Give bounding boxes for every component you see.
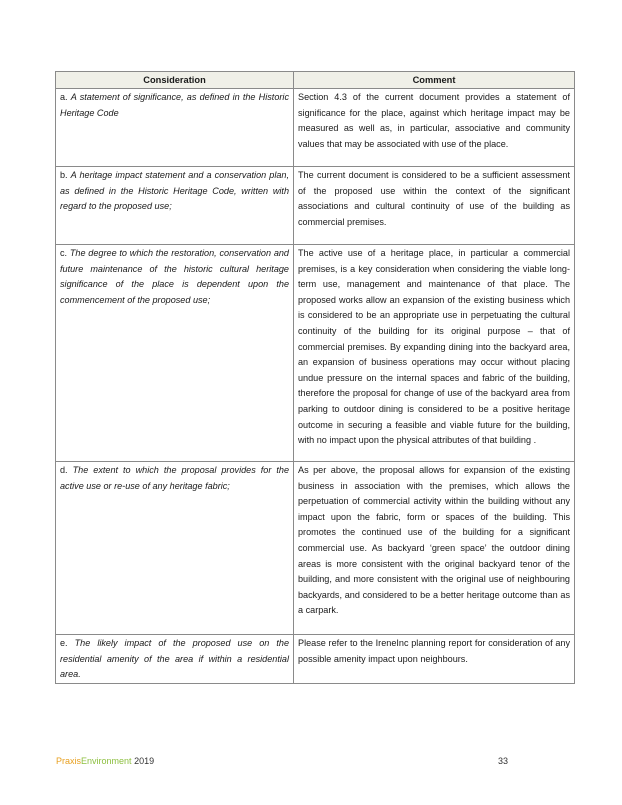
- heritage-assessment-table: [55, 71, 575, 684]
- comment-cell: Section 4.3 of the current document provides a statement of significance for the place, against which heritage impact may be measured as well as, in particular, associative and community values that may be associated with use of the place.: [294, 89, 575, 167]
- table-row: [56, 635, 575, 684]
- comment-cell: The current document is considered to be a sufficient assessment of the proposed use within the context of the significant associations and cultural continuity of use of the building as commercial premises.: [294, 167, 575, 245]
- comment-cell: As per above, the proposal allows for expansion of the existing business in association with the premises, which allows the perpetuation of commercial activity within the building without any impact upon the fabric, form or spaces of the building. This promotes the continued use of the building for a significant commercial use. As backyard ‘green space’ the outdoor dining areas is more consistent with the original backyard tenor of the building, and more consistent with the original use of neighbouring backyards, and considered to be a better heritage outcome than as a carpark.: [294, 462, 575, 635]
- table-row: [56, 245, 575, 462]
- header-consideration: Consideration: [56, 72, 294, 89]
- footer-year: 2019: [134, 756, 155, 766]
- consideration-cell: [56, 462, 294, 635]
- consideration-text: The degree to which the restoration, conservation and future maintenance of the historic cultural heritage significance of the place is dependent upon the commencement of the proposed use;: [60, 248, 289, 305]
- comment-cell: Please refer to the IreneInc planning report for consideration of any possible amenity impact upon neighbours.: [294, 635, 575, 684]
- brand-name-praxis: Praxis: [56, 756, 82, 766]
- header-comment: Comment: [294, 72, 575, 89]
- row-letter: e.: [60, 638, 68, 648]
- page-number: 33: [498, 756, 509, 766]
- table-row: [56, 462, 575, 635]
- consideration-cell: [56, 167, 294, 245]
- row-letter: a.: [60, 92, 68, 102]
- comment-cell: The active use of a heritage place, in particular a commercial premises, is a key consideration when considering the viable long-term use, management and maintenance of that place. The proposed works allow an expansion of the existing business which is considered to be an appropriate use in perpetuating the cultural continuity of the building for its original purpose – that of commercial premises. By expanding dining into the backyard area, an expansion of business operations may occur without placing undue pressure on the internal spaces and fabric of the building, therefore the proposal for change of use of the backyard area from parking to outdoor dining is considered to be a positive heritage outcome in securing a feasible and viable future for the building, with no impact upon the physical attributes of that building .: [294, 245, 575, 462]
- table-row: [56, 89, 575, 167]
- consideration-cell: [56, 635, 294, 684]
- table-row: [56, 167, 575, 245]
- row-letter: c.: [60, 248, 68, 258]
- consideration-text: The likely impact of the proposed use on the residential amenity of the area if within a residential area.: [60, 638, 289, 680]
- consideration-text: The extent to which the proposal provides for the active use or re-use of any heritage fabric;: [60, 465, 289, 491]
- row-letter: d.: [60, 465, 68, 475]
- consideration-cell: [56, 89, 294, 167]
- brand-name-environment: Environment: [81, 756, 132, 766]
- consideration-cell: [56, 245, 294, 462]
- consideration-text: A statement of significance, as defined in the Historic Heritage Code: [60, 92, 289, 118]
- table-header-row: [56, 72, 575, 89]
- row-letter: b.: [60, 170, 68, 180]
- consideration-text: A heritage impact statement and a conservation plan, as defined in the Historic Heritage Code, written with regard to the proposed use;: [60, 170, 289, 212]
- footer-brand: [56, 756, 154, 766]
